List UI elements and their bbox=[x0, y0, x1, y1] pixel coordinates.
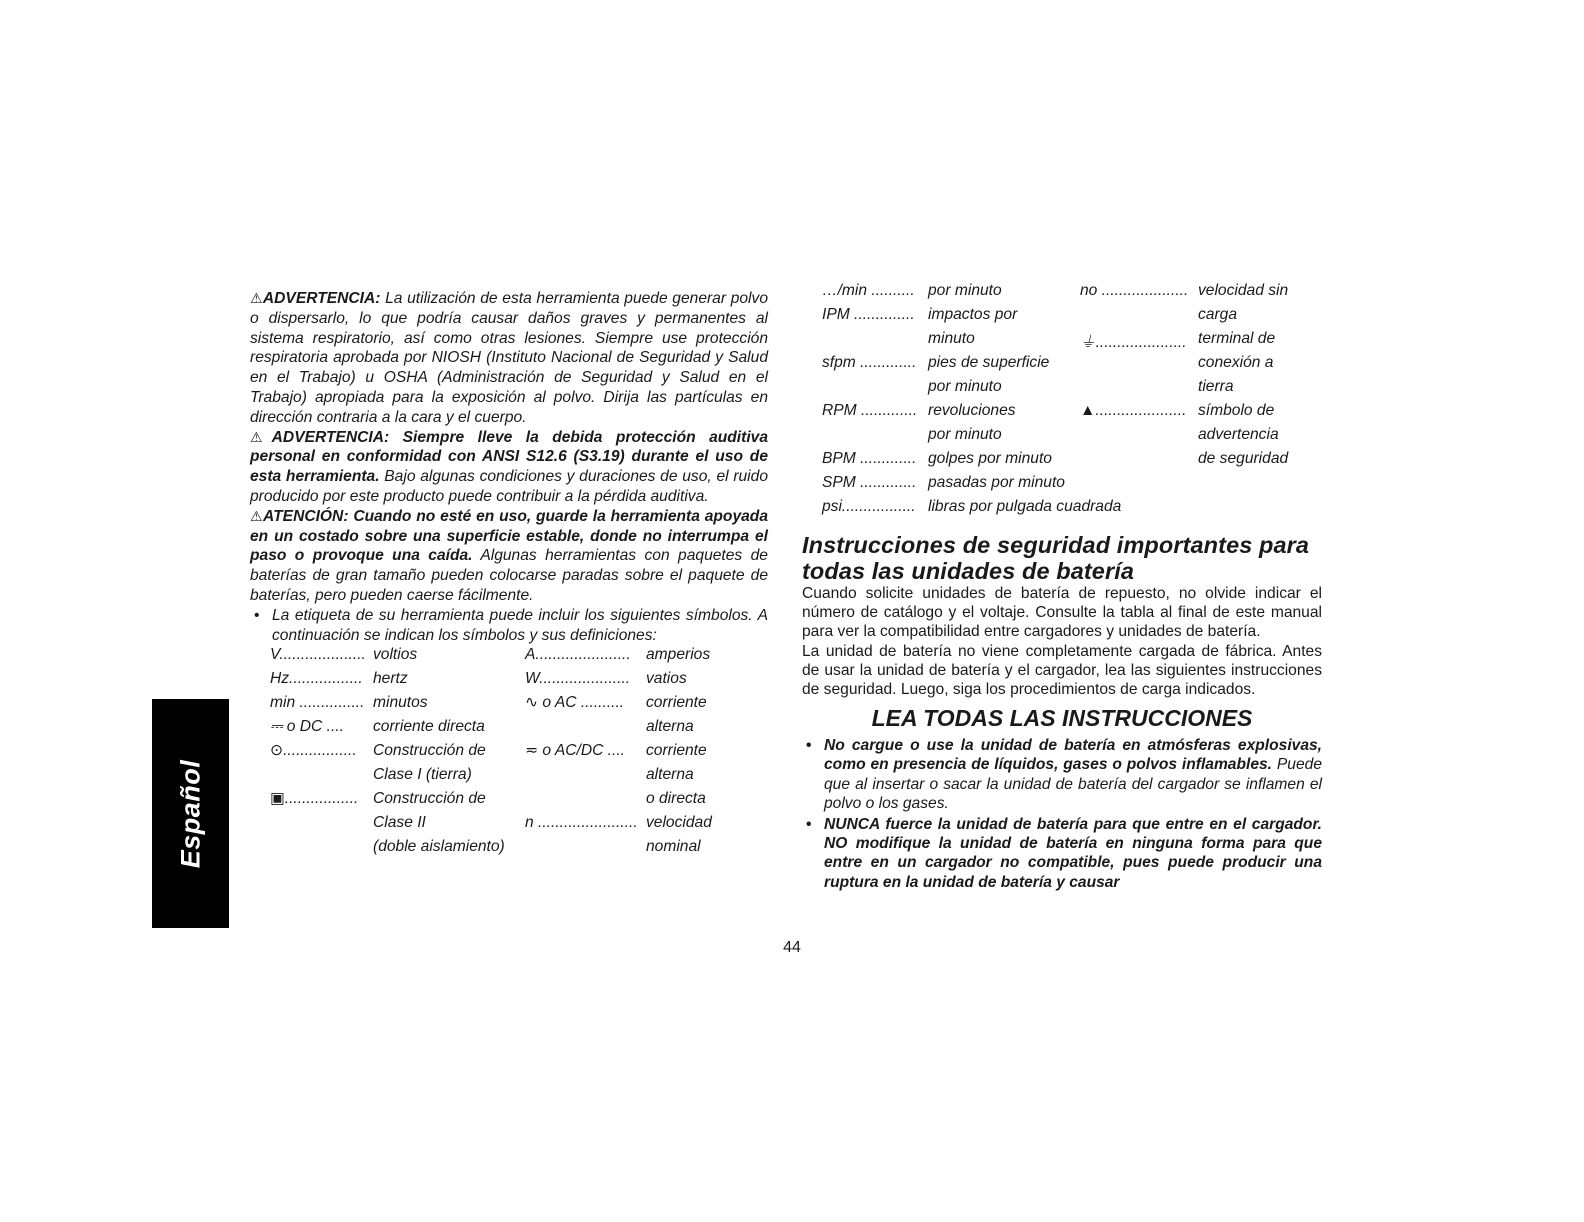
abbreviation-definition: de seguridad bbox=[1198, 450, 1289, 467]
abbreviation: …/min .......... bbox=[822, 282, 915, 299]
symbol-definition: nominal bbox=[646, 838, 701, 856]
safety-bullet-heading: NUNCA fuerce la unidad de batería para que entre en el cargador. NO modifique la unidad de batería en ninguna forma para que entre en un cargador no compatible, pues puede producir una ruptura en la unidad de batería y causar bbox=[824, 816, 1322, 891]
abbreviation: RPM ............. bbox=[822, 402, 918, 419]
abbreviation-definition: por minuto bbox=[928, 282, 1002, 299]
symbol-definition: alterna bbox=[646, 766, 694, 784]
symbol-definition: velocidad bbox=[646, 814, 712, 832]
safety-bullet bbox=[802, 736, 1322, 813]
safety-bullet bbox=[802, 815, 1322, 892]
warning-heading: ADVERTENCIA: bbox=[262, 290, 381, 307]
abbreviation-row bbox=[802, 426, 1322, 450]
symbol: ⊙................. bbox=[270, 742, 357, 760]
abbreviation-row bbox=[802, 330, 1322, 354]
safety-bullet-body: Puede que al insertar o sacar la unidad de batería del cargador se inflamen el polvo o los gases. bbox=[824, 756, 1322, 812]
abbreviation-definition: tierra bbox=[1198, 378, 1234, 395]
symbol-definition: corriente bbox=[646, 694, 707, 712]
warning-triangle-icon: ⚠ bbox=[250, 507, 264, 524]
symbol: n ....................... bbox=[525, 814, 638, 832]
symbol-definition: alterna bbox=[646, 718, 694, 736]
bullet-dot: • bbox=[806, 816, 812, 834]
bullet-dot: • bbox=[806, 737, 812, 755]
abbreviation-row bbox=[802, 498, 1322, 522]
symbol-definition: amperios bbox=[646, 646, 711, 664]
symbol: ⎓ o DC .... bbox=[270, 718, 344, 736]
abbreviation: SPM ............. bbox=[822, 474, 917, 491]
abbreviation-row bbox=[802, 354, 1322, 378]
abbreviation-row bbox=[802, 474, 1322, 498]
caution-body: Algunas herramientas con paquetes de baterías de gran tamaño pueden colocarse paradas sobre el paquete de baterías, pero pueden caerse fácilmente. bbox=[250, 547, 768, 604]
abbreviation-definition: pasadas por minuto bbox=[928, 474, 1065, 491]
abbreviation: sfpm ............. bbox=[822, 354, 917, 371]
abbreviation-definition: minuto bbox=[928, 330, 975, 347]
symbol-definition: Clase II bbox=[373, 814, 426, 832]
abbreviation-row bbox=[802, 450, 1322, 474]
symbol-definition: Construcción de bbox=[373, 742, 486, 760]
symbol-definition: corriente directa bbox=[373, 718, 485, 736]
symbol-row bbox=[250, 789, 768, 813]
abbreviation: no .................... bbox=[1080, 282, 1189, 299]
abbreviation: BPM ............. bbox=[822, 450, 917, 467]
symbol-definition: minutos bbox=[373, 694, 428, 712]
symbol-definition: Construcción de bbox=[373, 790, 486, 808]
warning-heading: ADVERTENCIA: Siempre lleve la debida protección auditiva personal en conformidad con ANSI S12.6 (S3.19) durante el uso de esta herramienta. bbox=[250, 428, 768, 486]
abbreviation: psi................. bbox=[822, 498, 916, 515]
paragraph-battery-not-charged: La unidad de batería no viene completamente cargada de fábrica. Antes de usar la unidad de batería y el cargador, lea las siguientes instrucciones de seguridad. Luego, siga los procedimientos de carga indicados. bbox=[802, 642, 1322, 699]
symbol: ∿ o AC .......... bbox=[525, 694, 625, 712]
abbreviation-definition: libras por pulgada cuadrada bbox=[928, 498, 1122, 515]
symbol-row bbox=[250, 717, 768, 741]
symbol-row bbox=[250, 669, 768, 693]
symbol: V.................... bbox=[270, 646, 366, 664]
symbol-row bbox=[250, 837, 768, 861]
symbol-definition: hertz bbox=[373, 670, 408, 688]
abbreviation: IPM .............. bbox=[822, 306, 915, 323]
abbreviation-definition: símbolo de bbox=[1198, 402, 1275, 419]
warning-body: Bajo algunas condiciones y duraciones de uso, el ruido producido por este producto puede contribuir a la pérdida auditiva. bbox=[250, 468, 768, 505]
symbol-definition: voltios bbox=[373, 646, 418, 664]
abbreviation-definition: carga bbox=[1198, 306, 1238, 323]
symbol: W..................... bbox=[525, 670, 631, 688]
abbreviation: ⏚..................... bbox=[1080, 334, 1187, 351]
abbreviation-row bbox=[802, 282, 1322, 306]
symbol-definition: corriente bbox=[646, 742, 707, 760]
symbol: min ............... bbox=[270, 694, 365, 712]
symbol-definition: vatios bbox=[646, 670, 687, 688]
caution-paragraph bbox=[250, 507, 768, 606]
abbreviation-definition: por minuto bbox=[928, 426, 1002, 443]
page-number: 44 bbox=[783, 939, 801, 956]
abbreviation-row bbox=[802, 402, 1322, 426]
symbol: ≂ o AC/DC .... bbox=[525, 742, 626, 760]
symbol-row bbox=[250, 741, 768, 765]
paragraph-replacement-batteries: Cuando solicite unidades de batería de repuesto, no olvide indicar el número de catálogo y el voltaje. Consulte la tabla al final de este manual para ver la compatibilidad entre cargadores y unidades de batería. bbox=[802, 585, 1322, 641]
symbol-row bbox=[250, 645, 768, 669]
warning-triangle-icon: ⚠ bbox=[250, 290, 263, 306]
abbreviation: ▲..................... bbox=[1080, 402, 1187, 419]
section-title: Instrucciones de seguridad importantes para todas las unidades de batería bbox=[802, 532, 1310, 584]
abbreviation-definition: impactos por bbox=[928, 306, 1018, 323]
abbreviation-definition: pies de superficie bbox=[928, 354, 1050, 371]
abbreviation-definition: advertencia bbox=[1198, 426, 1279, 443]
symbol: ▣................. bbox=[270, 790, 359, 808]
abbreviation-definition: velocidad sin bbox=[1198, 282, 1289, 299]
symbols-intro: La etiqueta de su herramienta puede incluir los siguientes símbolos. A continuación se indican los símbolos y sus definiciones: bbox=[272, 606, 768, 644]
read-all-heading: LEA TODAS LAS INSTRUCCIONES bbox=[871, 705, 1253, 732]
abbreviation-row bbox=[802, 306, 1322, 330]
symbol-row bbox=[250, 813, 768, 837]
right-column bbox=[802, 282, 1322, 894]
symbol-definition: Clase I (tierra) bbox=[373, 766, 472, 784]
abbreviation-definition: revoluciones bbox=[928, 402, 1016, 419]
abbreviation-definition: terminal de bbox=[1198, 330, 1276, 347]
symbol-definition: (doble aislamiento) bbox=[373, 838, 505, 856]
symbol: Hz................. bbox=[270, 670, 363, 688]
warning-body: La utilización de esta herramienta puede generar polvo o dispersarlo, lo que podría causar daños graves y permanentes al sistema respiratorio, así como otras lesiones. Siempre use protección respiratoria aprobada por NIOSH (Instituto Nacional de Seguridad y Salud en el Trabajo) u OSHA (Administración de Seguridad y Salud en el Trabajo) apropiada para la exposición al polvo. Dirija las partículas en dirección contraria a la cara y el cuerpo. bbox=[250, 290, 768, 426]
symbol-row bbox=[250, 693, 768, 717]
safety-bullet-heading: No cargue o use la unidad de batería en atmósferas explosivas, como en presencia de líquidos, gases o polvos inflamables. bbox=[824, 737, 1322, 774]
warning-paragraph-hearing bbox=[250, 428, 768, 507]
abbreviation-row bbox=[802, 378, 1322, 402]
abbreviation-definition: golpes por minuto bbox=[928, 450, 1052, 467]
symbol: A...................... bbox=[525, 646, 631, 664]
symbols-table bbox=[250, 645, 768, 861]
language-tab-label: Español bbox=[175, 759, 205, 868]
warning-triangle-icon: ⚠ bbox=[250, 428, 272, 445]
warning-paragraph-dust bbox=[250, 289, 768, 428]
language-tab bbox=[152, 699, 229, 928]
symbols-bullet bbox=[250, 606, 768, 646]
left-column bbox=[250, 289, 768, 861]
abbreviation-definition: por minuto bbox=[928, 378, 1002, 395]
abbreviation-definition: conexión a bbox=[1198, 354, 1274, 371]
abbreviations-table bbox=[802, 282, 1322, 522]
caution-heading: ATENCIÓN: Cuando no esté en uso, guarde la herramienta apoyada en un costado sobre una superficie estable, donde no interrumpa el paso o provoque una caída. bbox=[250, 507, 768, 565]
bullet-dot: • bbox=[254, 606, 260, 624]
symbol-row bbox=[250, 765, 768, 789]
symbol-definition: o directa bbox=[646, 790, 706, 808]
